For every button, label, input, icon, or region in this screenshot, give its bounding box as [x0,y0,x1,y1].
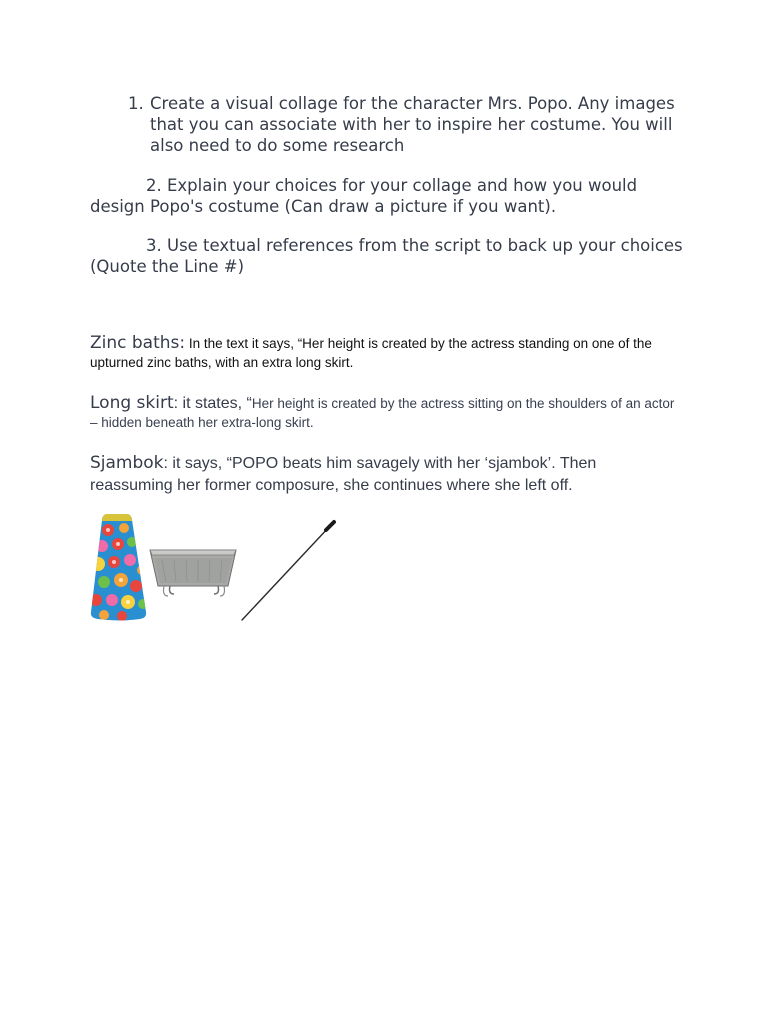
answer-sjambok-text: : it says, “POPO beats him savagely with her ‘sjambok’. Then reassuming her former composure, she continues where she left off. [90,455,597,494]
answer-sjambok-term: Sjambok [90,453,164,473]
zinc-bath-image [148,546,238,601]
answer-skirt-lead: : it states, “ [173,395,252,412]
answer-skirt-term: Long skirt [90,393,174,413]
answer-zinc-term: Zinc baths: [90,333,186,353]
answer-sjambok [90,452,680,497]
answer-long-skirt [90,394,680,432]
sjambok-image [240,518,340,622]
answer-zinc-baths [90,334,680,372]
answer-skirt-text: Her height is created by the actress sitting on the shoulders of an actor – hidden beneath her extra-long skirt. [90,396,675,430]
question-3: 3. Use textual references from the script to back up your choices (Quote the Line #) [90,236,683,276]
question-1-text: Create a visual collage for the character Mrs. Popo. Any images that you can associate with her to inspire her costume. You will also need to do some research [150,94,675,155]
answer-zinc-text: In the text it says, “Her height is created by the actress standing on one of the upturned zinc baths, with an extra long skirt. [90,336,652,370]
skirt-image [88,512,150,622]
question-1-number: 1. [128,94,144,113]
question-2: 2. Explain your choices for your collage and how you would design Popo's costume (Can draw a picture if you want). [90,176,638,216]
question-1 [128,93,688,156]
costume-collage [88,510,348,625]
